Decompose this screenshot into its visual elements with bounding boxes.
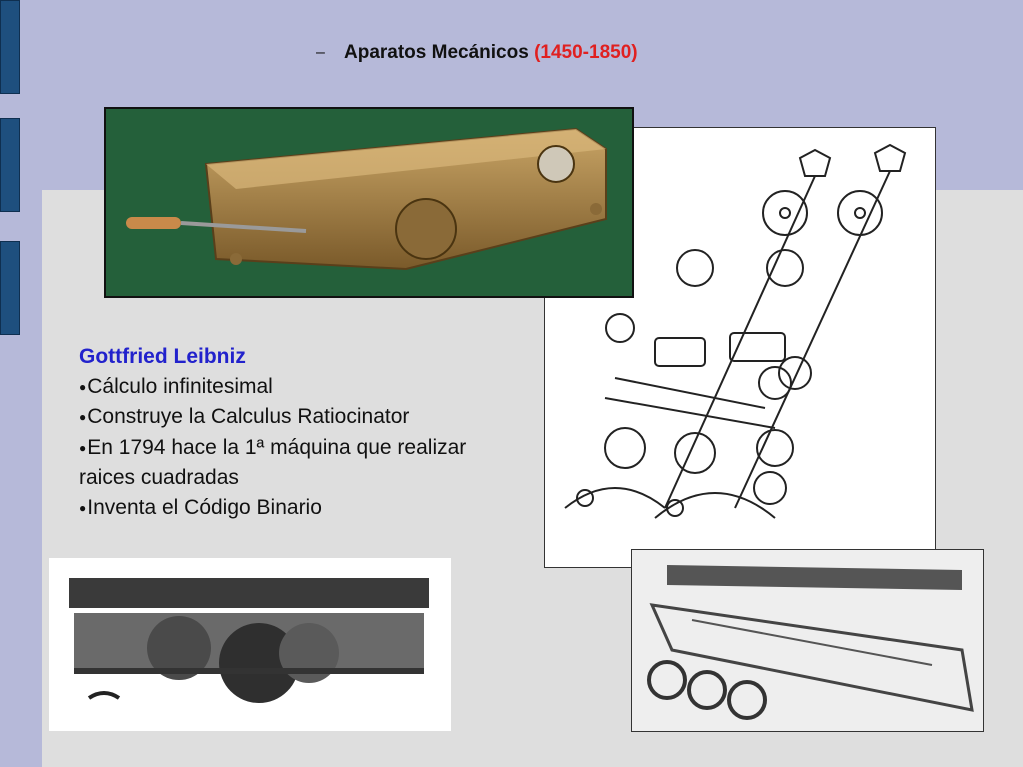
bullet-item-2: [79, 402, 499, 433]
leibniz-machine-photo: [104, 107, 634, 298]
bullet-text-3: En 1794 hace la 1ª máquina que realizar raices cuadradas: [79, 435, 467, 489]
bullet-text-2: Construye la Calculus Ratiocinator: [87, 405, 410, 428]
title-years: (1450-1850): [534, 42, 638, 63]
title-dash: –: [316, 44, 325, 61]
sidebar-block-3: [0, 241, 20, 335]
bullet-item-1: [79, 372, 499, 403]
bullet-text-4: Inventa el Código Binario: [87, 495, 322, 519]
bullet-item-4: [79, 493, 499, 524]
bullet-icon: ●: [79, 500, 87, 515]
machine-bw-photo-left: [49, 558, 451, 731]
body-heading: Gottfried Leibniz: [79, 345, 246, 368]
bullet-text-1: Cálculo infinitesimal: [87, 374, 273, 398]
bullet-item-3: [79, 433, 499, 493]
machine-bw-photo-right: [631, 549, 984, 732]
sidebar-block-2: [0, 118, 20, 212]
title-main: Aparatos Mecánicos: [344, 42, 535, 63]
bullet-icon: ●: [79, 379, 87, 394]
sidebar-block-1: [0, 0, 20, 94]
bullet-icon: ●: [79, 410, 87, 424]
slide-body: [79, 342, 499, 523]
slide-title: [318, 40, 648, 66]
bullet-icon: ●: [79, 440, 87, 455]
